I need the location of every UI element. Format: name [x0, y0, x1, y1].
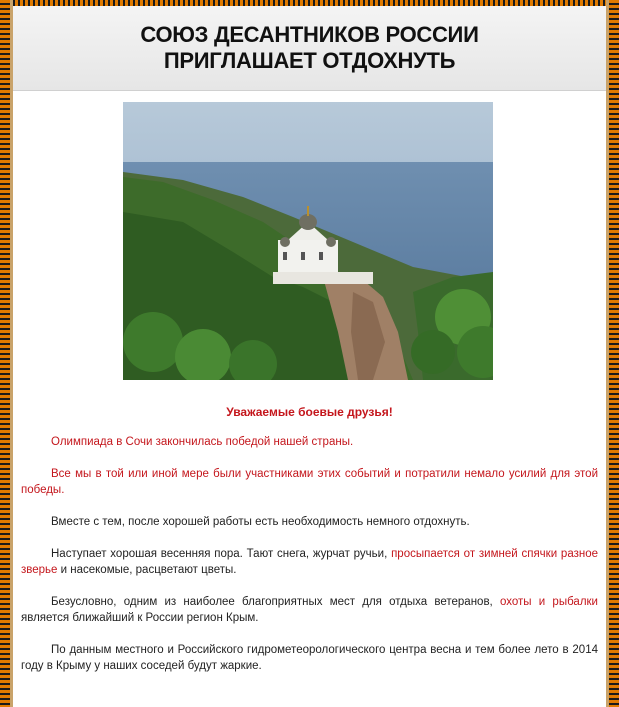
ribbon-right-border — [609, 0, 619, 707]
landscape-photo — [123, 102, 493, 380]
crimea-text-highlight: охоты и рыбалки — [499, 596, 598, 608]
greeting-heading: Уважаемые боевые друзья! — [226, 405, 393, 419]
spring-text-c: и насекомые, расцветают цветы. — [57, 564, 237, 576]
paragraph-weather: По данным местного и Российского гидрометеорологического центра весна и тем более лето в 2014 году в Крыму у наших соседей будут жаркие. — [21, 644, 598, 672]
page-header — [13, 6, 606, 91]
page-title: СОЮЗ ДЕСАНТНИКОВ РОССИИ ПРИГЛАШАЕТ ОТДОХНУТЬ — [140, 22, 479, 73]
spring-text-a: Наступает хорошая весенняя пора. Тают снега, журчат ручьи, — [51, 548, 392, 560]
paragraph-rest: Вместе с тем, после хорошей работы есть необходимость немного отдохнуть. — [51, 516, 470, 528]
landscape-photo-image — [123, 102, 493, 380]
spring-text-highlight: просыпается от зимней спячки разное зверье — [21, 548, 598, 576]
article-body — [21, 404, 598, 690]
paragraph-crimea — [21, 594, 598, 626]
crimea-text-a: Безусловно, одним из наиболее благоприятных мест для отдыха ветеранов, — [51, 596, 500, 608]
paragraph-olympics: Олимпиада в Сочи закончилась победой нашей страны. — [51, 436, 354, 448]
paragraph-spring — [21, 546, 598, 578]
page-content — [13, 6, 606, 707]
ribbon-left-border — [0, 0, 10, 707]
paragraph-participants: Все мы в той или иной мере были участниками этих событий и потратили немало усилий для этой победы. — [21, 468, 598, 496]
crimea-text-c: является ближайший к России регион Крым. — [21, 612, 259, 624]
frame-right — [606, 0, 609, 707]
